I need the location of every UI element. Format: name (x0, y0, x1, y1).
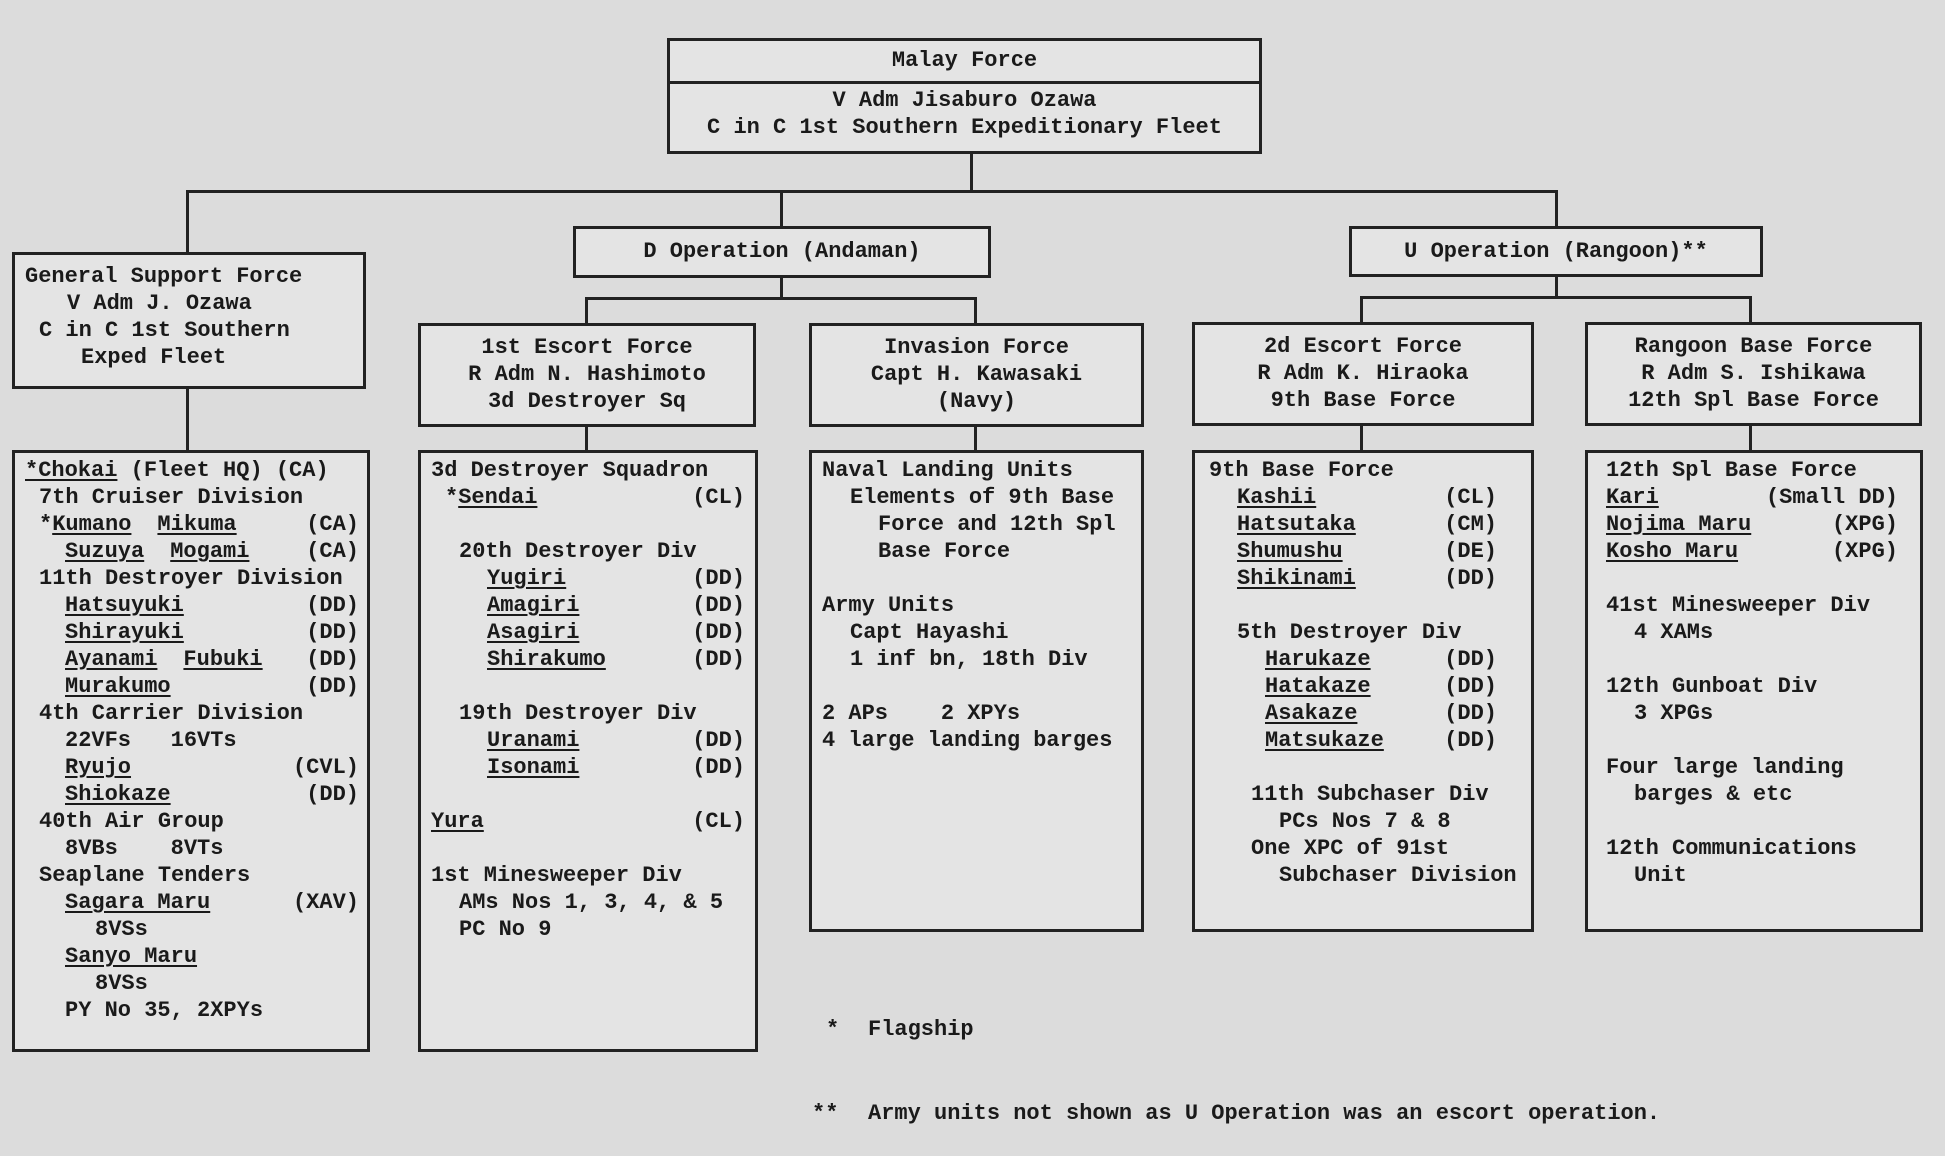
flagship-star: * (445, 485, 459, 510)
ship-type: (CL) (692, 809, 745, 834)
rangoon-title: Rangoon Base Force (1634, 334, 1873, 359)
list-item (25, 754, 359, 781)
ship-type: (XPG) (1831, 512, 1898, 537)
rangoon-units-box (1585, 450, 1923, 932)
unit-heading: 40th Air Group (39, 809, 224, 834)
ship-name: Uranami (487, 728, 580, 753)
list-item (25, 619, 359, 646)
ship-name: Mogami (170, 539, 250, 564)
list-item (25, 673, 359, 700)
unit-heading: 12th Communications (1606, 836, 1857, 861)
escort-force-2-box (1192, 322, 1534, 426)
ship-name: Shumushu (1237, 539, 1343, 564)
unit-heading: 4th Carrier Division (39, 701, 304, 726)
ship-name: Asakaze (1265, 701, 1358, 726)
ship-type: (DD) (306, 593, 359, 618)
connector-u-op-down (1555, 276, 1558, 298)
list-item (431, 727, 745, 754)
list-item (1209, 727, 1521, 754)
list-item (25, 889, 359, 916)
unit-detail: barges & etc (1634, 782, 1793, 807)
legend-text: Flagship (868, 1017, 974, 1042)
gsf-units-box (12, 450, 370, 1052)
connector-to-invasion (974, 297, 977, 326)
unit-heading: Seaplane Tenders (39, 863, 251, 888)
ship-name: Hatsuyuki (65, 593, 184, 618)
d-operation-label: D Operation (Andaman) (643, 239, 921, 264)
ship-type: (CA) (306, 539, 359, 564)
ship-type: (CM) (1444, 512, 1497, 537)
unit-heading: 20th Destroyer Div (459, 539, 697, 564)
list-item (1209, 700, 1521, 727)
connector-u-op-horizontal (1360, 296, 1752, 299)
connector-invasion-down (974, 426, 977, 452)
ship-type: (DD) (692, 647, 745, 672)
unit-detail: PCs Nos 7 & 8 (1279, 809, 1451, 834)
list-item (431, 484, 745, 511)
list-item (1596, 484, 1910, 511)
unit-detail: 1 inf bn, 18th Div (850, 647, 1088, 672)
ship-name: Ayanami (65, 647, 158, 672)
list-item (1209, 511, 1521, 538)
ship-type: (XAV) (292, 890, 359, 915)
list-item (1209, 673, 1521, 700)
ship-name: Shiokaze (65, 782, 171, 807)
escort2-unit: 9th Base Force (1270, 388, 1456, 413)
ship-type: (DD) (1444, 728, 1497, 753)
ship-type: (DD) (1444, 701, 1497, 726)
connector-gsf-down (186, 388, 189, 452)
ship-name: Mikuma (157, 512, 237, 537)
unit-heading: 11th Destroyer Division (39, 566, 343, 591)
ship-name: Isonami (487, 755, 580, 780)
ship-name: Harukaze (1265, 647, 1371, 672)
malay-force-command: C in C 1st Southern Expeditionary Fleet (707, 115, 1222, 140)
aircraft-count: 8VSs (95, 971, 148, 996)
ship-name: Yura (431, 809, 484, 834)
list-item (25, 646, 359, 673)
connector-d-op-down (780, 277, 783, 299)
ship-type: (DD) (692, 728, 745, 753)
escort1-title: 1st Escort Force (481, 335, 693, 360)
escort1-unit: 3d Destroyer Sq (487, 389, 687, 414)
unit-heading: Naval Landing Units (822, 458, 1073, 483)
list-item (431, 646, 745, 673)
u-operation-label: U Operation (Rangoon)** (1404, 239, 1708, 264)
ship-note: (Fleet HQ) (CA) (117, 458, 329, 483)
connector-escort1-down (585, 426, 588, 452)
ship-name: Fubuki (183, 647, 263, 672)
gsf-title: General Support Force (25, 264, 303, 289)
ship-type: (DD) (692, 593, 745, 618)
unit-detail: PC No 9 (459, 917, 552, 942)
list-item (1209, 538, 1521, 565)
ship-type: (CL) (1444, 485, 1497, 510)
ship-type: (DD) (1444, 674, 1497, 699)
list-item (1209, 565, 1521, 592)
unit-detail: Unit (1634, 863, 1687, 888)
unit-detail: 4 XAMs (1634, 620, 1714, 645)
gsf-commander: V Adm J. Ozawa (67, 291, 252, 316)
list-item (25, 538, 359, 565)
ship-name: Yugiri (487, 566, 567, 591)
legend (812, 960, 1660, 1156)
connector-to-d-op (780, 190, 783, 226)
unit-heading: 3d Destroyer Squadron (431, 458, 709, 483)
malay-force-box (667, 38, 1262, 154)
connector-d-op-horizontal (585, 297, 977, 300)
connector-top-horizontal (186, 190, 1558, 193)
unit-detail: One XPC of 91st (1251, 836, 1450, 861)
ship-name: Hatsutaka (1237, 512, 1356, 537)
ship-type: (CVL) (292, 755, 359, 780)
escort2-title: 2d Escort Force (1263, 334, 1463, 359)
ship-type: (DD) (306, 647, 359, 672)
list-item (431, 565, 745, 592)
d-operation-box (573, 226, 991, 278)
unit-detail: AMs Nos 1, 3, 4, & 5 (459, 890, 724, 915)
ship-name: Shikinami (1237, 566, 1356, 591)
ship-type: (DD) (306, 782, 359, 807)
ship-type: (CA) (306, 512, 359, 537)
malay-force-commander: V Adm Jisaburo Ozawa (832, 88, 1097, 113)
u-operation-box (1349, 226, 1763, 277)
ship-name: Kosho Maru (1606, 539, 1739, 564)
escort1-units-box (418, 450, 758, 1052)
gsf-line3: C in C 1st Southern (39, 318, 290, 343)
escort-force-1-box (418, 323, 756, 427)
connector-escort2-down (1360, 425, 1363, 452)
rangoon-commander: R Adm S. Ishikawa (1641, 361, 1866, 386)
legend-text: Army units not shown as U Operation was an escort operation. (868, 1101, 1661, 1126)
list-item (25, 457, 359, 484)
flagship-star: * (39, 512, 53, 537)
ship-name: Amagiri (487, 593, 580, 618)
unit-detail: Subchaser Division (1279, 863, 1517, 888)
ship-type: (CL) (692, 485, 745, 510)
invasion-units-box (809, 450, 1144, 932)
connector-rangoon-down (1749, 425, 1752, 452)
unit-heading: 12th Gunboat Div (1606, 674, 1818, 699)
unit-detail: 2 APs 2 XPYs (822, 701, 1021, 726)
ship-name: Hatakaze (1265, 674, 1371, 699)
ship-type: (DD) (692, 566, 745, 591)
list-item (25, 781, 359, 808)
ship-name: Shirayuki (65, 620, 184, 645)
ship-name: Asagiri (487, 620, 580, 645)
unit-heading: Army Units (822, 593, 955, 618)
unit-heading: 9th Base Force (1209, 458, 1394, 483)
ship-name: Murakumo (65, 674, 171, 699)
ship-type: (DE) (1444, 539, 1497, 564)
unit-heading: 7th Cruiser Division (39, 485, 304, 510)
ship-name: Sanyo Maru (65, 944, 198, 969)
unit-detail: 4 large landing barges (822, 728, 1113, 753)
unit-detail: Four large landing (1606, 755, 1844, 780)
general-support-force-box (12, 252, 366, 389)
unit-detail: Capt Hayashi (850, 620, 1009, 645)
escort1-commander: R Adm N. Hashimoto (468, 362, 706, 387)
ship-name: Kumano (52, 512, 132, 537)
malay-force-title: Malay Force (670, 41, 1259, 84)
legend-mark: ** (812, 1101, 839, 1126)
ship-type: (DD) (692, 620, 745, 645)
unit-heading: 5th Destroyer Div (1237, 620, 1462, 645)
invasion-title: Invasion Force (884, 335, 1069, 360)
ship-name: Ryujo (65, 755, 132, 780)
list-item (1596, 511, 1910, 538)
aircraft-count: 22VFs 16VTs (65, 728, 237, 753)
aircraft-count: 8VBs 8VTs (65, 836, 224, 861)
aircraft-count: 8VSs (95, 917, 148, 942)
unit-detail: Force and 12th Spl (878, 512, 1116, 537)
list-item (431, 592, 745, 619)
list-item (25, 511, 359, 538)
ship-name: Suzuya (65, 539, 145, 564)
ship-name: Kari (1606, 485, 1659, 510)
ship-name: Sendai (458, 485, 538, 510)
ship-type: (Small DD) (1765, 485, 1898, 510)
list-item (25, 592, 359, 619)
ship-name: Matsukaze (1265, 728, 1384, 753)
unit-detail: 3 XPGs (1634, 701, 1714, 726)
connector-top-down (970, 152, 973, 192)
invasion-force-box (809, 323, 1144, 427)
list-item (1596, 538, 1910, 565)
ship-type: (DD) (1444, 566, 1497, 591)
ship-type: (DD) (306, 620, 359, 645)
list-item (431, 808, 745, 835)
legend-army-note (812, 1100, 1660, 1128)
rangoon-base-force-box (1585, 322, 1922, 426)
unit-heading: 1st Minesweeper Div (431, 863, 682, 888)
ship-name: Shirakumo (487, 647, 606, 672)
ship-name: Kashii (1237, 485, 1317, 510)
ship-type: (XPG) (1831, 539, 1898, 564)
connector-to-escort1 (585, 297, 588, 326)
ship-type: (DD) (692, 755, 745, 780)
unit-heading: 11th Subchaser Div (1251, 782, 1489, 807)
unit-detail: Base Force (878, 539, 1011, 564)
legend-flagship (812, 1016, 1660, 1044)
list-item (1209, 484, 1521, 511)
legend-mark: * (826, 1017, 840, 1042)
ship-name: *Chokai (25, 458, 118, 483)
list-item (431, 619, 745, 646)
connector-to-u-op (1555, 190, 1558, 226)
unit-detail: Elements of 9th Base (850, 485, 1115, 510)
ship-name: Nojima Maru (1606, 512, 1752, 537)
connector-to-gsf (186, 190, 189, 252)
unit-heading: 12th Spl Base Force (1606, 458, 1857, 483)
gsf-line4: Exped Fleet (81, 345, 227, 370)
ship-name: Sagara Maru (65, 890, 211, 915)
invasion-branch: (Navy) (936, 389, 1017, 414)
list-item (25, 943, 359, 970)
invasion-commander: Capt H. Kawasaki (870, 362, 1083, 387)
rangoon-unit: 12th Spl Base Force (1628, 388, 1879, 413)
unit-heading: PY No 35, 2XPYs (65, 998, 264, 1023)
escort2-commander: R Adm K. Hiraoka (1257, 361, 1469, 386)
unit-heading: 41st Minesweeper Div (1606, 593, 1871, 618)
list-item (431, 754, 745, 781)
ship-type: (DD) (1444, 647, 1497, 672)
escort2-units-box (1192, 450, 1534, 932)
ship-type: (DD) (306, 674, 359, 699)
unit-heading: 19th Destroyer Div (459, 701, 697, 726)
list-item (1209, 646, 1521, 673)
